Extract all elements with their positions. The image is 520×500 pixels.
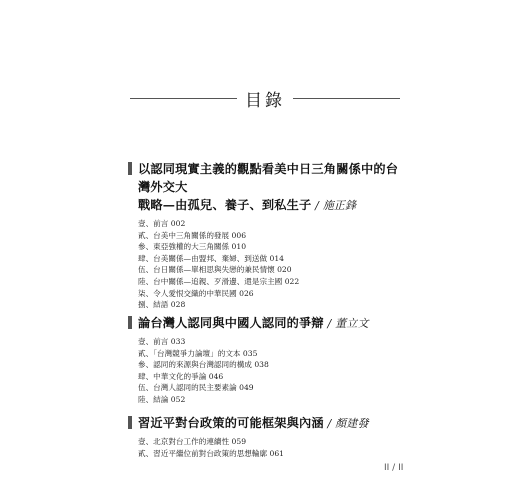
section-marker bbox=[128, 416, 132, 429]
section-items bbox=[138, 218, 408, 311]
toc-item[interactable]: 參、認同的來源與台灣認同的構成 038 bbox=[138, 360, 269, 370]
toc-item[interactable]: 捌、結語 028 bbox=[138, 300, 186, 310]
section-title[interactable] bbox=[138, 314, 369, 333]
toc-item[interactable]: 壹、前言 033 bbox=[138, 337, 186, 346]
page-number: II / II bbox=[384, 463, 404, 473]
section-title-line1: 論台灣人認同與中國人認同的爭辯 bbox=[138, 316, 324, 330]
section-items bbox=[138, 436, 408, 459]
toc-item[interactable]: 貳、習近平繼位前對台政策的思想輪廓 061 bbox=[138, 448, 284, 458]
section-author: / 施正鋒 bbox=[311, 199, 357, 212]
section-title-line2: 戰略—由孤兒、養子、到私生子 bbox=[138, 198, 312, 212]
section-title[interactable] bbox=[138, 414, 369, 433]
toc-item[interactable]: 肆、台美關係—由盟邦、棄婦、到送做 014 bbox=[138, 253, 284, 263]
section-author: / 顏建發 bbox=[323, 417, 369, 430]
heading-rule-left bbox=[130, 98, 237, 99]
toc-item[interactable]: 壹、北京對台工作的連續性 059 bbox=[138, 437, 247, 446]
heading-rule-right bbox=[293, 98, 400, 99]
toc-item[interactable]: 參、東亞強權的大三角關係 010 bbox=[138, 242, 247, 252]
section-title-line1: 以認同現實主義的觀點看美中日三角關係中的台灣外交大 bbox=[138, 162, 399, 194]
section-heading bbox=[128, 160, 408, 215]
toc-item[interactable]: 肆、中華文化的爭論 046 bbox=[138, 371, 224, 381]
section-title-line1: 習近平對台政策的可能框架與內涵 bbox=[138, 416, 324, 430]
toc-item[interactable]: 伍、台日關係—單相思與失戀的兼民情懷 020 bbox=[138, 265, 292, 275]
toc-heading: 目錄 bbox=[245, 90, 285, 111]
section-items bbox=[138, 336, 408, 406]
toc-item[interactable]: 貳、台美中三角關係的發展 006 bbox=[138, 230, 247, 240]
toc-item[interactable]: 貳、「台灣競爭力論壇」的文本 035 bbox=[138, 348, 258, 358]
toc-section-3 bbox=[128, 414, 408, 459]
toc-section-2 bbox=[128, 314, 408, 406]
section-marker bbox=[128, 316, 132, 329]
toc-item[interactable]: 柒、令人愛恨交織的中華民國 026 bbox=[138, 288, 254, 298]
section-heading bbox=[128, 314, 408, 333]
toc-heading-row bbox=[130, 86, 400, 110]
section-title[interactable] bbox=[138, 160, 408, 215]
toc-section-1 bbox=[128, 160, 408, 311]
section-author: / 董立文 bbox=[323, 317, 369, 330]
section-marker bbox=[128, 162, 132, 175]
toc-item[interactable]: 陸、台中關係—追親、歹滑邊、還是宗主國 022 bbox=[138, 276, 300, 286]
toc-item[interactable]: 壹、前言 002 bbox=[138, 219, 186, 228]
section-heading bbox=[128, 414, 408, 433]
toc-item[interactable]: 陸、結論 052 bbox=[138, 394, 186, 404]
toc-item[interactable]: 伍、台灣人認同的民主要素論 049 bbox=[138, 383, 254, 393]
